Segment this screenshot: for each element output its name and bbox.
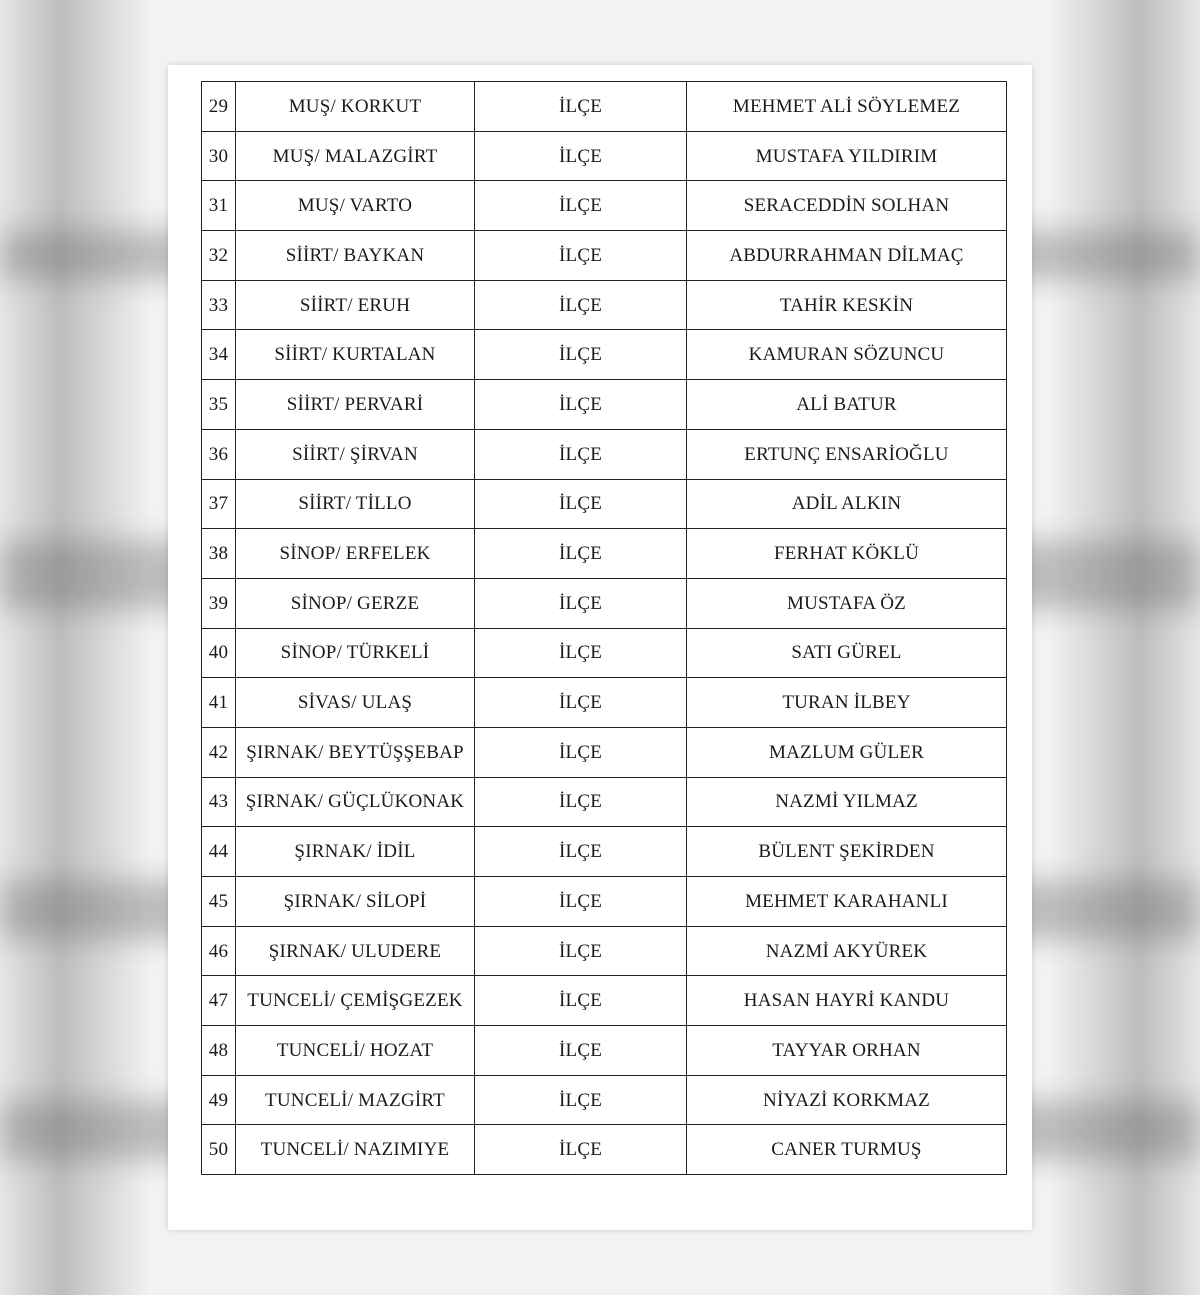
candidate-name-cell: MEHMET KARAHANLI	[687, 877, 1007, 927]
row-number-cell: 47	[202, 976, 236, 1026]
type-cell: İLÇE	[475, 877, 687, 927]
district-cell: SİİRT/ PERVARİ	[236, 380, 475, 430]
candidate-name-cell: MEHMET ALİ SÖYLEMEZ	[687, 82, 1007, 132]
row-number-cell: 39	[202, 578, 236, 628]
district-cell: MUŞ/ MALAZGİRT	[236, 131, 475, 181]
candidate-name-cell: NAZMİ AKYÜREK	[687, 926, 1007, 976]
type-cell: İLÇE	[475, 777, 687, 827]
table-row	[202, 131, 1007, 181]
district-cell: ŞIRNAK/ SİLOPİ	[236, 877, 475, 927]
table-row	[202, 628, 1007, 678]
candidate-name-cell: ALİ BATUR	[687, 380, 1007, 430]
type-cell: İLÇE	[475, 976, 687, 1026]
type-cell: İLÇE	[475, 678, 687, 728]
type-cell: İLÇE	[475, 280, 687, 330]
table-row	[202, 280, 1007, 330]
row-number-cell: 40	[202, 628, 236, 678]
district-cell: SİİRT/ TİLLO	[236, 479, 475, 529]
district-cell: TUNCELİ/ NAZIMIYE	[236, 1125, 475, 1175]
district-cell: ŞIRNAK/ ULUDERE	[236, 926, 475, 976]
row-number-cell: 29	[202, 82, 236, 132]
district-cell: SİNOP/ ERFELEK	[236, 529, 475, 579]
type-cell: İLÇE	[475, 231, 687, 281]
row-number-cell: 48	[202, 1026, 236, 1076]
row-number-cell: 49	[202, 1075, 236, 1125]
table-row	[202, 479, 1007, 529]
row-number-cell: 31	[202, 181, 236, 231]
table-row	[202, 181, 1007, 231]
candidate-name-cell: TAHİR KESKİN	[687, 280, 1007, 330]
row-number-cell: 50	[202, 1125, 236, 1175]
district-cell: SİNOP/ GERZE	[236, 578, 475, 628]
candidate-table	[201, 81, 1007, 1175]
district-cell: ŞIRNAK/ GÜÇLÜKONAK	[236, 777, 475, 827]
type-cell: İLÇE	[475, 926, 687, 976]
type-cell: İLÇE	[475, 628, 687, 678]
table-row	[202, 976, 1007, 1026]
type-cell: İLÇE	[475, 181, 687, 231]
table-row	[202, 429, 1007, 479]
table-row	[202, 1125, 1007, 1175]
row-number-cell: 43	[202, 777, 236, 827]
row-number-cell: 33	[202, 280, 236, 330]
district-cell: SİİRT/ ERUH	[236, 280, 475, 330]
candidate-name-cell: KAMURAN SÖZUNCU	[687, 330, 1007, 380]
type-cell: İLÇE	[475, 727, 687, 777]
document-page	[168, 65, 1032, 1230]
row-number-cell: 45	[202, 877, 236, 927]
row-number-cell: 41	[202, 678, 236, 728]
type-cell: İLÇE	[475, 1026, 687, 1076]
table-row	[202, 926, 1007, 976]
type-cell: İLÇE	[475, 330, 687, 380]
candidate-name-cell: ABDURRAHMAN DİLMAÇ	[687, 231, 1007, 281]
district-cell: TUNCELİ/ ÇEMİŞGEZEK	[236, 976, 475, 1026]
candidate-name-cell: MUSTAFA ÖZ	[687, 578, 1007, 628]
table-row	[202, 330, 1007, 380]
district-cell: SİİRT/ ŞİRVAN	[236, 429, 475, 479]
table-row	[202, 777, 1007, 827]
district-cell: TUNCELİ/ HOZAT	[236, 1026, 475, 1076]
district-cell: MUŞ/ VARTO	[236, 181, 475, 231]
candidate-name-cell: ADİL ALKIN	[687, 479, 1007, 529]
type-cell: İLÇE	[475, 82, 687, 132]
row-number-cell: 37	[202, 479, 236, 529]
table-row	[202, 827, 1007, 877]
district-cell: ŞIRNAK/ İDİL	[236, 827, 475, 877]
candidate-name-cell: SATI GÜREL	[687, 628, 1007, 678]
candidate-name-cell: ERTUNÇ ENSARİOĞLU	[687, 429, 1007, 479]
district-cell: MUŞ/ KORKUT	[236, 82, 475, 132]
candidate-name-cell: MAZLUM GÜLER	[687, 727, 1007, 777]
type-cell: İLÇE	[475, 578, 687, 628]
table-row	[202, 877, 1007, 927]
table-row	[202, 380, 1007, 430]
district-cell: SİNOP/ TÜRKELİ	[236, 628, 475, 678]
table-row	[202, 578, 1007, 628]
table-row	[202, 727, 1007, 777]
candidate-name-cell: MUSTAFA YILDIRIM	[687, 131, 1007, 181]
district-cell: TUNCELİ/ MAZGİRT	[236, 1075, 475, 1125]
table-row	[202, 231, 1007, 281]
type-cell: İLÇE	[475, 479, 687, 529]
candidate-name-cell: TURAN İLBEY	[687, 678, 1007, 728]
row-number-cell: 30	[202, 131, 236, 181]
row-number-cell: 46	[202, 926, 236, 976]
candidate-name-cell: CANER TURMUŞ	[687, 1125, 1007, 1175]
table-row	[202, 1026, 1007, 1076]
district-cell: SİİRT/ KURTALAN	[236, 330, 475, 380]
row-number-cell: 34	[202, 330, 236, 380]
row-number-cell: 44	[202, 827, 236, 877]
district-cell: SİVAS/ ULAŞ	[236, 678, 475, 728]
type-cell: İLÇE	[475, 429, 687, 479]
candidate-name-cell: TAYYAR ORHAN	[687, 1026, 1007, 1076]
row-number-cell: 36	[202, 429, 236, 479]
candidate-name-cell: NİYAZİ KORKMAZ	[687, 1075, 1007, 1125]
district-cell: ŞIRNAK/ BEYTÜŞŞEBAP	[236, 727, 475, 777]
table-row	[202, 82, 1007, 132]
type-cell: İLÇE	[475, 380, 687, 430]
row-number-cell: 42	[202, 727, 236, 777]
row-number-cell: 32	[202, 231, 236, 281]
table-row	[202, 1075, 1007, 1125]
candidate-name-cell: FERHAT KÖKLÜ	[687, 529, 1007, 579]
type-cell: İLÇE	[475, 827, 687, 877]
candidate-name-cell: NAZMİ YILMAZ	[687, 777, 1007, 827]
type-cell: İLÇE	[475, 1125, 687, 1175]
type-cell: İLÇE	[475, 529, 687, 579]
candidate-name-cell: HASAN HAYRİ KANDU	[687, 976, 1007, 1026]
table-row	[202, 529, 1007, 579]
table-row	[202, 678, 1007, 728]
candidate-name-cell: BÜLENT ŞEKİRDEN	[687, 827, 1007, 877]
type-cell: İLÇE	[475, 131, 687, 181]
row-number-cell: 38	[202, 529, 236, 579]
district-cell: SİİRT/ BAYKAN	[236, 231, 475, 281]
row-number-cell: 35	[202, 380, 236, 430]
candidate-name-cell: SERACEDDİN SOLHAN	[687, 181, 1007, 231]
type-cell: İLÇE	[475, 1075, 687, 1125]
